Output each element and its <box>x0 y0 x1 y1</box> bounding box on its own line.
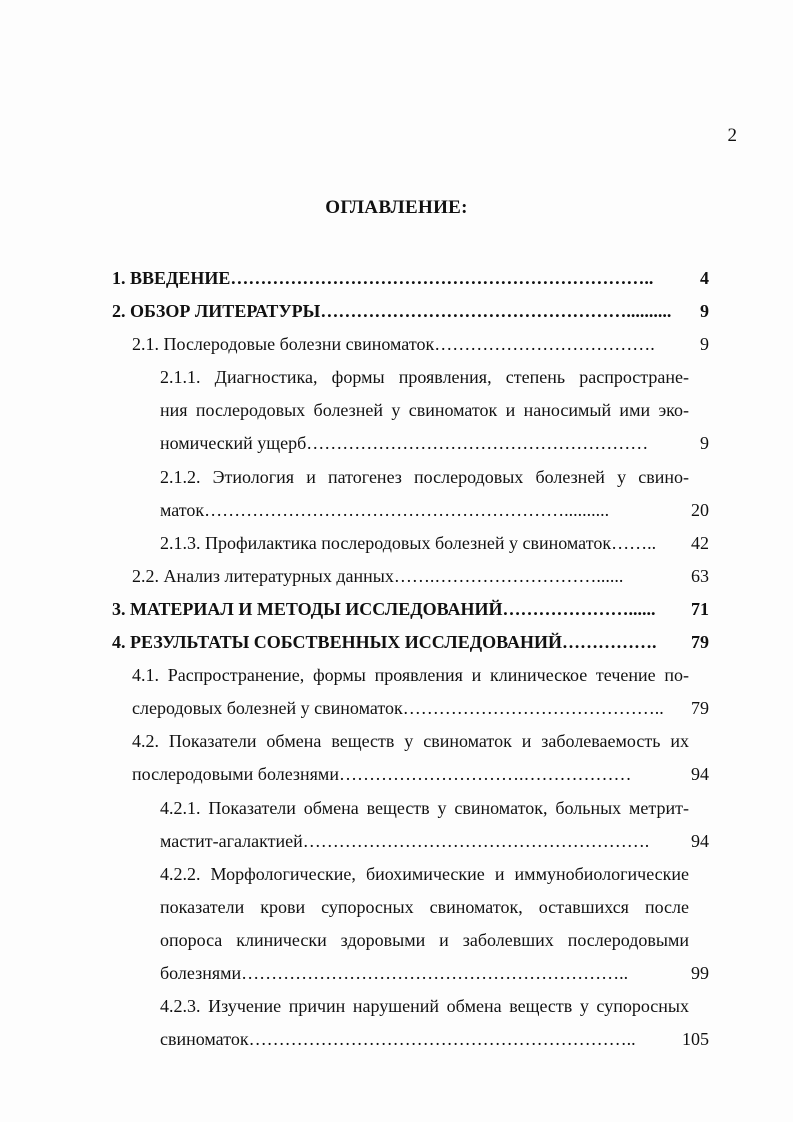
toc-entry-2-1-3[interactable] <box>0 527 709 560</box>
toc-entry-text: ния послеродовых болезней у свиноматок и наносимый ими эко- <box>160 400 689 421</box>
toc-entry-page: 9 <box>700 301 709 322</box>
toc-entry-2-1[interactable] <box>0 328 709 361</box>
toc-entry-4-1-line-1[interactable] <box>0 659 709 692</box>
toc-entry-2-1-1-line-2[interactable] <box>0 394 709 427</box>
toc-entry-results[interactable] <box>0 626 709 659</box>
toc-entry-4-2-line-2[interactable] <box>0 758 709 791</box>
toc-entry-text: болезнями……………………………………………………….. <box>160 962 629 983</box>
toc-entry-text: свиноматок……………………………………………………….. <box>160 1029 636 1050</box>
toc-entry-4-2-3-line-1[interactable] <box>0 990 709 1023</box>
toc-entry-text: мастит-агалактией…………………………………………………. <box>160 830 650 851</box>
toc-entry-text: 1. ВВЕДЕНИЕ…………………………………………………………….. <box>112 268 654 288</box>
toc-entry-page: 4 <box>700 268 709 288</box>
toc-entry-text: 4.2. Показатели обмена веществ у свиноматок и заболеваемость их <box>132 731 689 752</box>
toc-entry-text: 2.1.2. Этиология и патогенез послеродовых болезней у свино- <box>160 466 689 487</box>
toc-entry-4-2-2-line-1[interactable] <box>0 858 709 891</box>
toc-entry-2-2[interactable] <box>0 560 709 593</box>
toc-entry-2-1-2-line-2[interactable] <box>0 494 709 527</box>
toc-entry-introduction[interactable] <box>0 262 709 295</box>
toc-entry-literature-review[interactable] <box>0 295 709 328</box>
toc-entry-page: 9 <box>700 433 709 454</box>
page-number: 2 <box>727 125 737 146</box>
toc-entry-4-2-1-line-1[interactable] <box>0 792 709 825</box>
toc-entry-page: 79 <box>691 698 709 719</box>
toc-entry-text: номический ущерб………………………………………………… <box>160 433 649 454</box>
toc-entry-text: 4.2.2. Морфологические, биохимические и иммунобиологические <box>160 863 689 884</box>
toc-entry-4-2-2-line-4[interactable] <box>0 957 709 990</box>
toc-entry-4-2-1-line-2[interactable] <box>0 825 709 858</box>
toc-entry-page: 94 <box>691 764 709 785</box>
toc-entry-text: 2.1. Послеродовые болезни свиноматок………………………………. <box>132 334 655 355</box>
toc-entry-text: 4.1. Распространение, формы проявления и клиническое течение по- <box>132 665 689 686</box>
toc-entry-text: 2.2. Анализ литературных данных…….………………………...... <box>132 565 624 586</box>
toc-entry-4-2-line-1[interactable] <box>0 725 709 758</box>
toc-entry-4-2-3-line-2[interactable] <box>0 1023 709 1056</box>
toc-entry-4-2-2-line-3[interactable] <box>0 924 709 957</box>
toc-entry-text: 2.1.3. Профилактика послеродовых болезней у свиноматок…….. <box>160 532 657 553</box>
toc-entry-text: маток…………………………………………………….......... <box>160 499 610 520</box>
toc-entry-4-1-line-2[interactable] <box>0 692 709 725</box>
toc-entry-page: 94 <box>691 830 709 851</box>
toc-entry-2-1-1-line-1[interactable] <box>0 361 709 394</box>
toc-entry-text: 4.2.1. Показатели обмена веществ у свиноматок, больных метрит- <box>160 797 689 818</box>
toc-entry-text: 2.1.1. Диагностика, формы проявления, степень распростране- <box>160 367 689 388</box>
toc-entry-page: 105 <box>682 1029 709 1050</box>
toc-entry-page: 42 <box>691 532 709 553</box>
toc-entry-text: 4. РЕЗУЛЬТАТЫ СОБСТВЕННЫХ ИССЛЕДОВАНИЙ……………. <box>112 632 657 653</box>
toc-entry-2-1-1-line-3[interactable] <box>0 427 709 460</box>
toc-entry-text: 3. МАТЕРИАЛ И МЕТОДЫ ИССЛЕДОВАНИЙ…………………...... <box>112 598 656 619</box>
toc-entry-text: показатели крови супоросных свиноматок, оставшихся после <box>160 896 689 917</box>
toc-entry-page: 71 <box>691 598 709 619</box>
toc-entry-text: слеродовых болезней у свиноматок…………………………………….. <box>132 698 664 719</box>
toc-entry-text: послеродовыми болезнями………………………….……………… <box>132 764 632 785</box>
toc-entry-4-2-2-line-2[interactable] <box>0 891 709 924</box>
toc-entry-page: 63 <box>691 565 709 586</box>
toc-entry-page: 79 <box>691 632 709 653</box>
toc-entry-2-1-2-line-1[interactable] <box>0 461 709 494</box>
toc-entry-page: 20 <box>691 499 709 520</box>
toc-entry-text: 4.2.3. Изучение причин нарушений обмена веществ у супоросных <box>160 996 689 1017</box>
toc-entry-materials-methods[interactable] <box>0 593 709 626</box>
toc-entry-page: 99 <box>691 962 709 983</box>
toc-entry-page: 9 <box>700 334 709 355</box>
toc-entry-text: 2. ОБЗОР ЛИТЕРАТУРЫ…………………………………………….......... <box>112 301 672 322</box>
toc-title: ОГЛАВЛЕНИЕ: <box>325 197 468 218</box>
table-of-contents <box>0 262 793 1056</box>
toc-entry-text: опороса клинически здоровыми и заболевших послеродовыми <box>160 929 689 950</box>
